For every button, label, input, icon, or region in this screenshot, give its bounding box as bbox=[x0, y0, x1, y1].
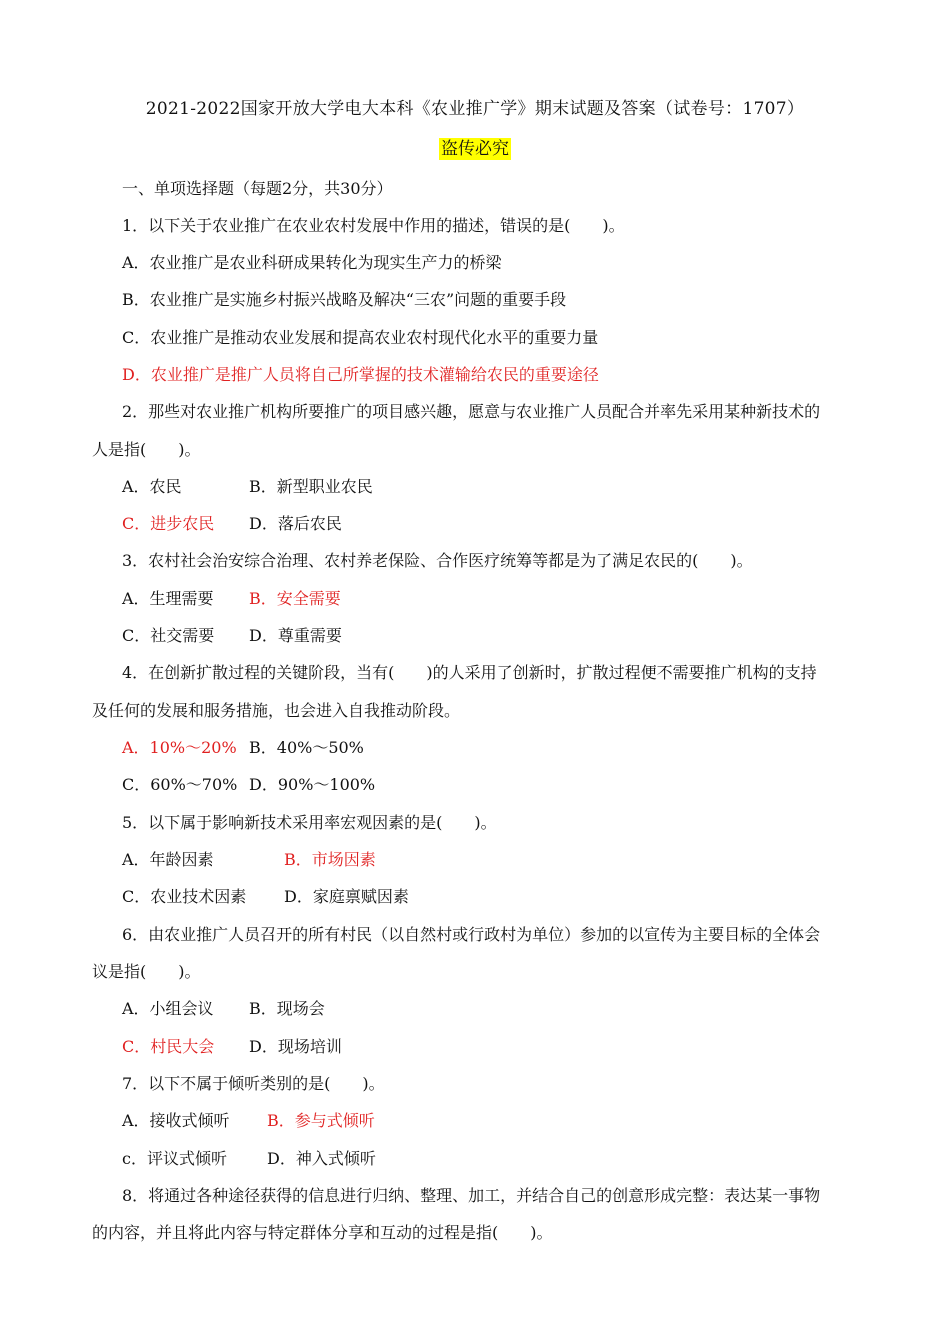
document-title: 2021-2022国家开放大学电大本科《农业推广学》期末试题及答案（试卷号：1707） bbox=[145, 99, 805, 119]
question-3-stem: 3．农村社会治安综合治理、农村养老保险、合作医疗统筹等都是为了满足农民的( )。 bbox=[122, 551, 753, 570]
question-8-stem-line1: 8．将通过各种途径获得的信息进行归纳、整理、加工，并结合自己的创意形成完整：表达某一事物 bbox=[122, 1186, 821, 1205]
copyright-banner: 盗传必究 bbox=[441, 139, 509, 159]
question-2-stem-line2: 人是指( )。 bbox=[92, 440, 201, 459]
question-3-option-c: C．社交需要 bbox=[122, 626, 215, 645]
question-4-stem-line2: 及任何的发展和服务措施，也会进入自我推动阶段。 bbox=[92, 701, 461, 720]
question-6-option-d: D．现场培训 bbox=[249, 1037, 342, 1056]
question-5-stem: 5．以下属于影响新技术采用率宏观因素的是( )。 bbox=[122, 813, 497, 832]
question-1-option-d-answer: D．农业推广是推广人员将自己所掌握的技术灌输给农民的重要途径 bbox=[122, 365, 599, 384]
question-5-option-d: D．家庭禀赋因素 bbox=[284, 887, 409, 906]
question-6-option-c-answer: C．村民大会 bbox=[122, 1037, 215, 1056]
question-3-option-d: D．尊重需要 bbox=[249, 626, 342, 645]
question-6-option-a: A．小组会议 bbox=[122, 999, 214, 1018]
question-7-option-a: A．接收式倾听 bbox=[122, 1111, 230, 1130]
question-2-option-b: B．新型职业农民 bbox=[249, 477, 373, 496]
question-7-stem: 7．以下不属于倾听类别的是( )。 bbox=[122, 1074, 385, 1093]
question-4-option-a-answer: A．10%～20% bbox=[122, 738, 237, 757]
question-1-option-b: B．农业推广是实施乡村振兴战略及解决“三农”问题的重要手段 bbox=[122, 290, 567, 309]
question-4-option-b: B．40%～50% bbox=[249, 738, 364, 757]
question-7-option-d: D．神入式倾听 bbox=[267, 1149, 376, 1168]
question-5-option-a: A．年龄因素 bbox=[122, 850, 214, 869]
question-2-option-d: D．落后农民 bbox=[249, 514, 342, 533]
question-4-option-c: C．60%～70% bbox=[122, 775, 238, 794]
question-2-option-a: A．农民 bbox=[122, 477, 182, 496]
question-4-stem-line1: 4．在创新扩散过程的关键阶段，当有( )的人采用了创新时，扩散过程便不需要推广机构的支持 bbox=[122, 663, 817, 682]
question-6-stem-line2: 议是指( )。 bbox=[92, 962, 201, 981]
banner-row bbox=[0, 134, 950, 159]
question-7-option-b-answer: B．参与式倾听 bbox=[267, 1111, 375, 1130]
question-3-option-b-answer: B．安全需要 bbox=[249, 589, 341, 608]
section-heading: 一、单项选择题（每题2分，共30分） bbox=[122, 179, 393, 198]
question-6-stem-line1: 6．由农业推广人员召开的所有村民（以自然村或行政村为单位）参加的以宣传为主要目标的全体会 bbox=[122, 925, 821, 944]
question-6-option-b: B．现场会 bbox=[249, 999, 325, 1018]
question-1-option-c: C．农业推广是推动农业发展和提高农业农村现代化水平的重要力量 bbox=[122, 328, 599, 347]
question-5-option-c: C．农业技术因素 bbox=[122, 887, 247, 906]
question-8-stem-line2: 的内容，并且将此内容与特定群体分享和互动的过程是指( )。 bbox=[92, 1223, 553, 1242]
question-5-option-b-answer: B．市场因素 bbox=[284, 850, 376, 869]
question-1-stem: 1．以下关于农业推广在农业农村发展中作用的描述，错误的是( )。 bbox=[122, 216, 625, 235]
question-1-option-a: A．农业推广是农业科研成果转化为现实生产力的桥梁 bbox=[122, 253, 502, 272]
question-2-stem-line1: 2．那些对农业推广机构所要推广的项目感兴趣，愿意与农业推广人员配合并率先采用某种新技术的 bbox=[122, 402, 821, 421]
question-4-option-d: D．90%～100% bbox=[249, 775, 376, 794]
question-2-option-c-answer: C．进步农民 bbox=[122, 514, 215, 533]
question-7-option-c: c．评议式倾听 bbox=[122, 1149, 227, 1168]
question-3-option-a: A．生理需要 bbox=[122, 589, 214, 608]
